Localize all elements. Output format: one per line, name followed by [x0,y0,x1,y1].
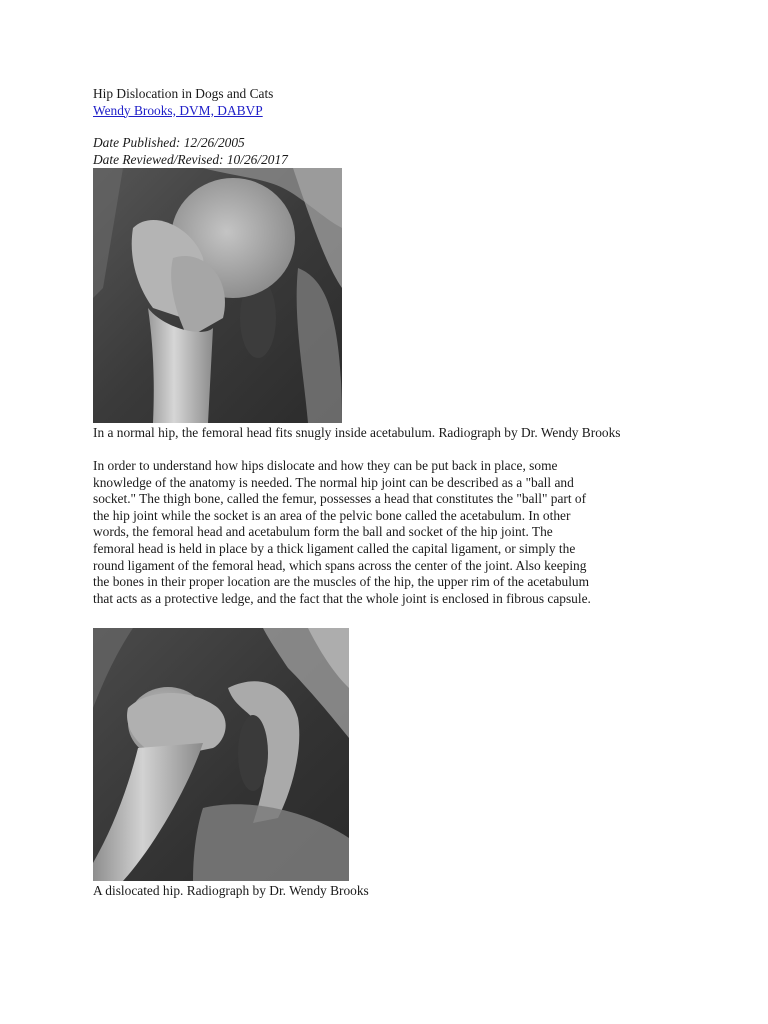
body-paragraph [93,458,683,607]
body-line: the hip joint while the socket is an area of the pelvic bone called the acetabulum. In other [93,507,571,523]
author-link[interactable]: Wendy Brooks, DVM, DABVP [93,102,263,118]
normal-hip-radiograph [93,168,342,423]
figure1-caption: In a normal hip, the femoral head fits snugly inside acetabulum. Radiograph by Dr. Wendy Brooks [93,425,621,441]
figure2-caption: A dislocated hip. Radiograph by Dr. Wendy Brooks [93,883,369,899]
body-line: round ligament of the femoral head, which spans across the center of the joint. Also keeping [93,557,587,573]
article-title: Hip Dislocation in Dogs and Cats [93,86,274,101]
date-reviewed: Date Reviewed/Revised: 10/26/2017 [93,151,288,167]
article-page [93,86,683,900]
date-published: Date Published: 12/26/2005 [93,135,245,151]
dislocated-hip-radiograph [93,628,349,881]
body-line: knowledge of the anatomy is needed. The normal hip joint can be described as a "ball and [93,474,574,490]
article-dates [93,135,683,168]
body-line: In order to understand how hips dislocate and how they can be put back in place, some [93,457,558,473]
body-line: the bones in their proper location are the muscles of the hip, the upper rim of the acetabulum [93,574,590,590]
body-line: femoral head is held in place by a thick ligament called the capital ligament, or simply the [93,540,576,556]
body-line: socket." The thigh bone, called the femur, possesses a head that constitutes the "ball" part of [93,491,587,507]
body-line: that acts as a protective ledge, and the fact that the whole joint is enclosed in fibrous capsule. [93,590,591,606]
body-line: words, the femoral head and acetabulum form the ball and socket of the hip joint. The [93,524,553,540]
